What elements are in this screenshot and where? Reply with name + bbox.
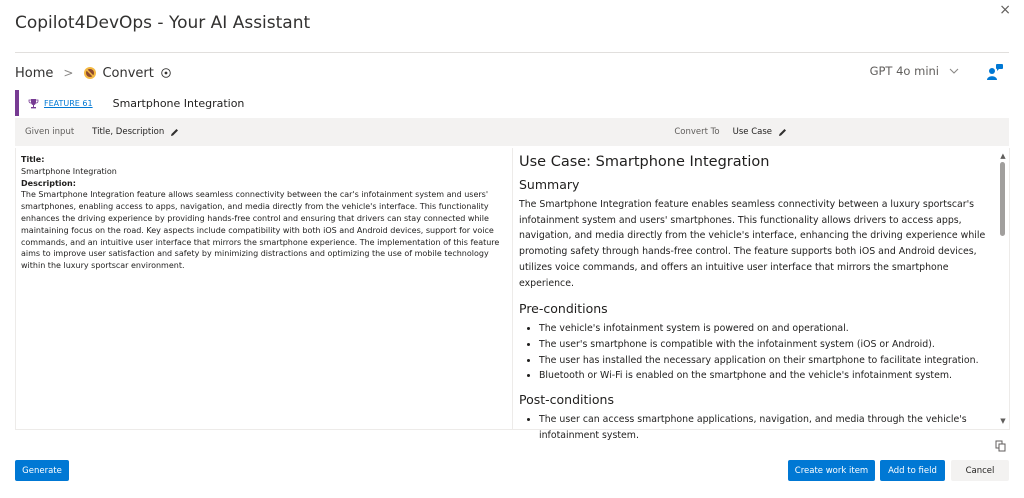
chevron-down-icon — [949, 68, 959, 75]
edit-convert-to-pencil-icon[interactable] — [778, 128, 787, 137]
input-title-value: Smartphone Integration — [21, 166, 117, 176]
user-feedback-icon[interactable] — [986, 63, 1004, 81]
help-circle-icon[interactable] — [161, 68, 171, 78]
breadcrumb-current: Convert — [102, 65, 154, 81]
edit-given-input-pencil-icon[interactable] — [170, 128, 179, 137]
input-title-label: Title: — [21, 155, 45, 164]
add-to-field-button[interactable]: Add to field — [880, 460, 945, 481]
input-pane[interactable] — [15, 148, 513, 430]
input-description-label: Description: — [21, 178, 76, 188]
breadcrumb — [15, 63, 171, 83]
given-input-label: Given input — [25, 127, 75, 137]
header-divider — [15, 52, 1009, 53]
output-pane[interactable] — [512, 148, 1010, 441]
preconditions-heading: Pre-conditions — [519, 301, 608, 317]
given-input-value: Title, Description — [92, 127, 165, 137]
precondition-item: • The vehicle's infotainment system is powered on and operational. — [539, 321, 989, 337]
work-item-id-link[interactable]: FEATURE 61 — [44, 98, 93, 108]
summary-heading: Summary — [519, 177, 580, 192]
convert-to-label: Convert To — [674, 127, 720, 137]
dialog-title: Copilot4DevOps - Your AI Assistant — [15, 13, 311, 33]
breadcrumb-home[interactable]: Home — [15, 65, 54, 81]
config-bar — [15, 118, 1009, 146]
breadcrumb-separator: > — [63, 66, 74, 80]
precondition-item: • Bluetooth or Wi-Fi is enabled on the smartphone and the vehicle's infotainment system. — [539, 368, 989, 384]
output-scrollbar[interactable] — [998, 148, 1008, 429]
output-heading: Use Case: Smartphone Integration — [519, 154, 770, 170]
postcondition-item: • The user can access smartphone applications, navigation, and media through the vehicle's infotainment system. — [539, 412, 989, 443]
postconditions-list — [519, 412, 989, 443]
scroll-down-arrow-icon[interactable]: ▼ — [1000, 417, 1006, 425]
copy-icon[interactable] — [995, 440, 1006, 452]
precondition-item: • The user's smartphone is compatible with the infotainment system (iOS or Android). — [539, 337, 989, 353]
model-selector[interactable] — [870, 64, 959, 78]
model-selected: GPT 4o mini — [869, 64, 939, 78]
convert-to-value: Use Case — [732, 127, 772, 137]
trophy-icon — [28, 98, 39, 109]
work-item-title: Smartphone Integration — [112, 96, 245, 110]
preconditions-list — [519, 321, 989, 384]
cancel-button[interactable]: Cancel — [951, 460, 1009, 481]
scrollbar-thumb[interactable] — [1000, 162, 1005, 236]
create-work-item-button[interactable]: Create work item — [788, 460, 875, 481]
precondition-item: • The user has installed the necessary application on their smartphone to facilitate integration. — [539, 353, 989, 369]
generate-button[interactable]: Generate — [15, 460, 69, 481]
close-icon[interactable]: × — [999, 2, 1011, 18]
summary-text: The Smartphone Integration feature enables seamless connectivity between a luxury sportscar's infotainment system and users' smartphones. This functionality allows drivers to access apps, navigation, and media directly from the vehicle's interface, enhancing the driving experience while promoting safety through hands-free control. The feature supports both iOS and Android devices, utilizes voice commands, and offers an intuitive user interface that mirrors the smartphone experience. — [519, 199, 986, 289]
work-item-bar — [15, 90, 1009, 116]
scroll-up-arrow-icon[interactable]: ▲ — [1000, 152, 1006, 160]
input-description-value: The Smartphone Integration feature allows seamless connectivity between the car's infotainment system and users' smartphones, enabling access to apps, navigation, and media directly from the vehicle's interface. This functionality enhances the driving experience by providing hands-free control and ensuring that drivers can stay connected while maintaining focus on the road. Key aspects include compatibility with both iOS and Android devices, support for voice commands, and an intuitive user interface that mirrors the smartphone experience. The implementation of this feature aims to improve user satisfaction and safety by minimizing distractions and optimizing the use of mobile technology within the luxury sportscar environment. — [21, 190, 500, 271]
convert-icon — [83, 66, 97, 80]
postconditions-heading: Post-conditions — [519, 392, 614, 408]
